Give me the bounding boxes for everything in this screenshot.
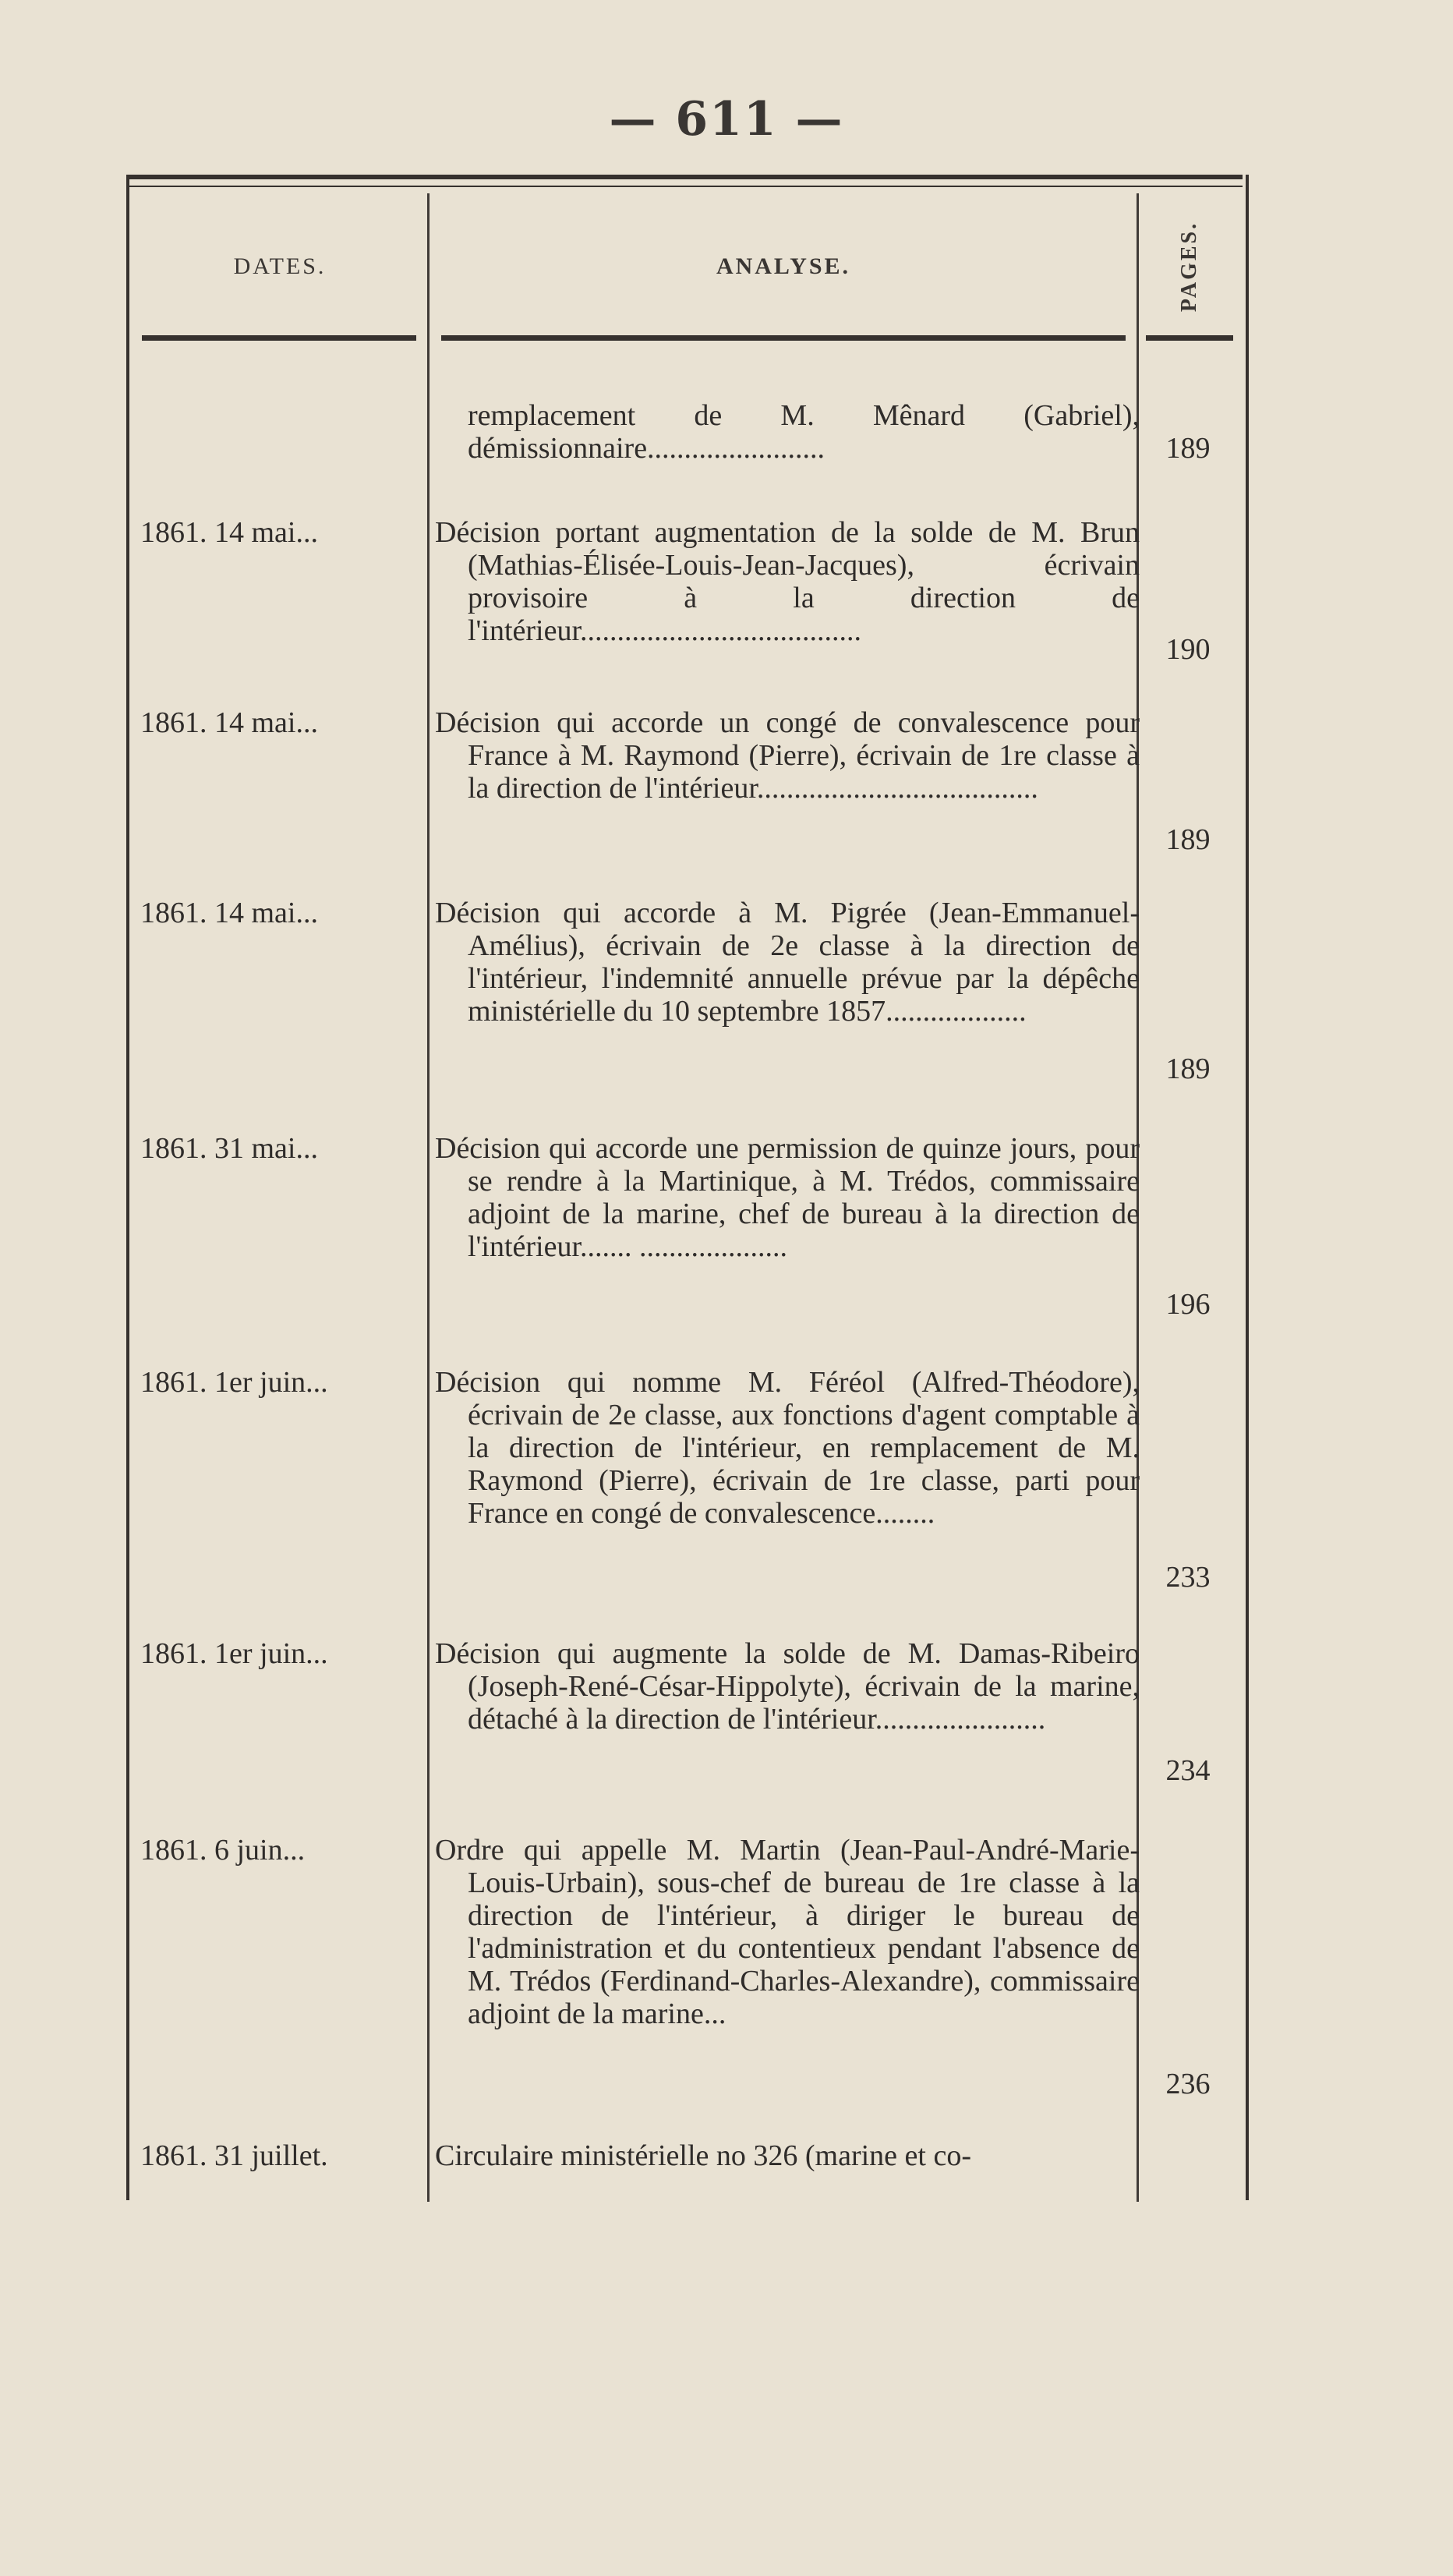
entry-text: Décision qui accorde un congé de convalescence pour France à M. Raymond (Pierre), écrivain de 1re classe à la direction de l'intérieur...................................... — [435, 706, 1140, 805]
entry-page: 189 — [1165, 432, 1211, 465]
entry-text: remplacement de M. Mênard (Gabriel), démissionnaire........................ — [468, 399, 1140, 465]
header-rule-dates — [142, 335, 416, 341]
entry-date: 1861. 6 juin... — [140, 1834, 306, 1867]
entry-date: 1861. 14 mai... — [140, 516, 318, 549]
entry-text: Ordre qui appelle M. Martin (Jean-Paul-André-Marie-Louis-Urbain), sous-chef de bureau de 1re classe à la direction de l'intérieur, à diriger le bureau de l'administration et du contentieux pendant l'absence de M. Trédos (Ferdinand-Charles-Alexandre), commissaire adjoint de la marine... — [435, 1834, 1140, 2030]
entry-page: 189 — [1165, 1053, 1211, 1085]
entry-page: 236 — [1165, 2068, 1211, 2100]
entry-text: Décision qui augmente la solde de M. Damas-Ribeiro (Joseph-René-César-Hippolyte), écrivain de la marine, détaché à la direction de l'intérieur....................... — [435, 1637, 1140, 1736]
column-divider-dates — [427, 193, 430, 2202]
entry-page: 234 — [1165, 1754, 1211, 1787]
entry-text: Décision portant augmentation de la solde de M. Brun (Mathias-Élisée-Louis-Jean-Jacques), écrivain provisoire à la direction de l'intérieur...................................... — [435, 516, 1140, 647]
entry-date: 1861. 1er juin... — [140, 1366, 328, 1399]
entry-page: 196 — [1165, 1288, 1211, 1321]
entry-date: 1861. 31 juillet. — [140, 2139, 328, 2172]
entry-date: 1861. 14 mai... — [140, 706, 318, 739]
entry-text: Circulaire ministérielle no 326 (marine et co- — [435, 2139, 971, 2172]
entry-text: Décision qui accorde une permission de quinze jours, pour se rendre à la Martinique, à M. Trédos, commissaire adjoint de la marine, chef de bureau à la direction de l'intérieur....... .................... — [435, 1132, 1140, 1263]
entry-date: 1861. 14 mai... — [140, 897, 318, 929]
entry-page: 189 — [1165, 823, 1211, 856]
header-rule-pages — [1146, 335, 1233, 341]
entry-page: 190 — [1165, 633, 1211, 666]
entry-date: 1861. 1er juin... — [140, 1637, 328, 1670]
header-dates: DATES. — [233, 253, 327, 279]
entry-text: Décision qui accorde à M. Pigrée (Jean-Emmanuel-Amélius), écrivain de 2e classe à la direction de l'intérieur, l'indemnité annuelle prévue par la dépêche ministérielle du 10 septembre 1857................... — [435, 897, 1140, 1028]
header-pages-label: PAGES. — [1177, 221, 1201, 313]
header-pages — [1140, 195, 1239, 338]
header-rule-analyse — [441, 335, 1126, 341]
header-analyse: ANALYSE. — [716, 253, 851, 279]
entry-page: 233 — [1165, 1561, 1211, 1594]
page-number: — 611 — — [609, 92, 844, 147]
entry-date: 1861. 31 mai... — [140, 1132, 318, 1165]
entry-text: Décision qui nomme M. Féréol (Alfred-Théodore), écrivain de 2e classe, aux fonctions d'agent comptable à la direction de l'intérieur, en remplacement de M. Raymond (Pierre), écrivain de 1re classe, parti pour France en congé de convalescence........ — [435, 1366, 1140, 1530]
